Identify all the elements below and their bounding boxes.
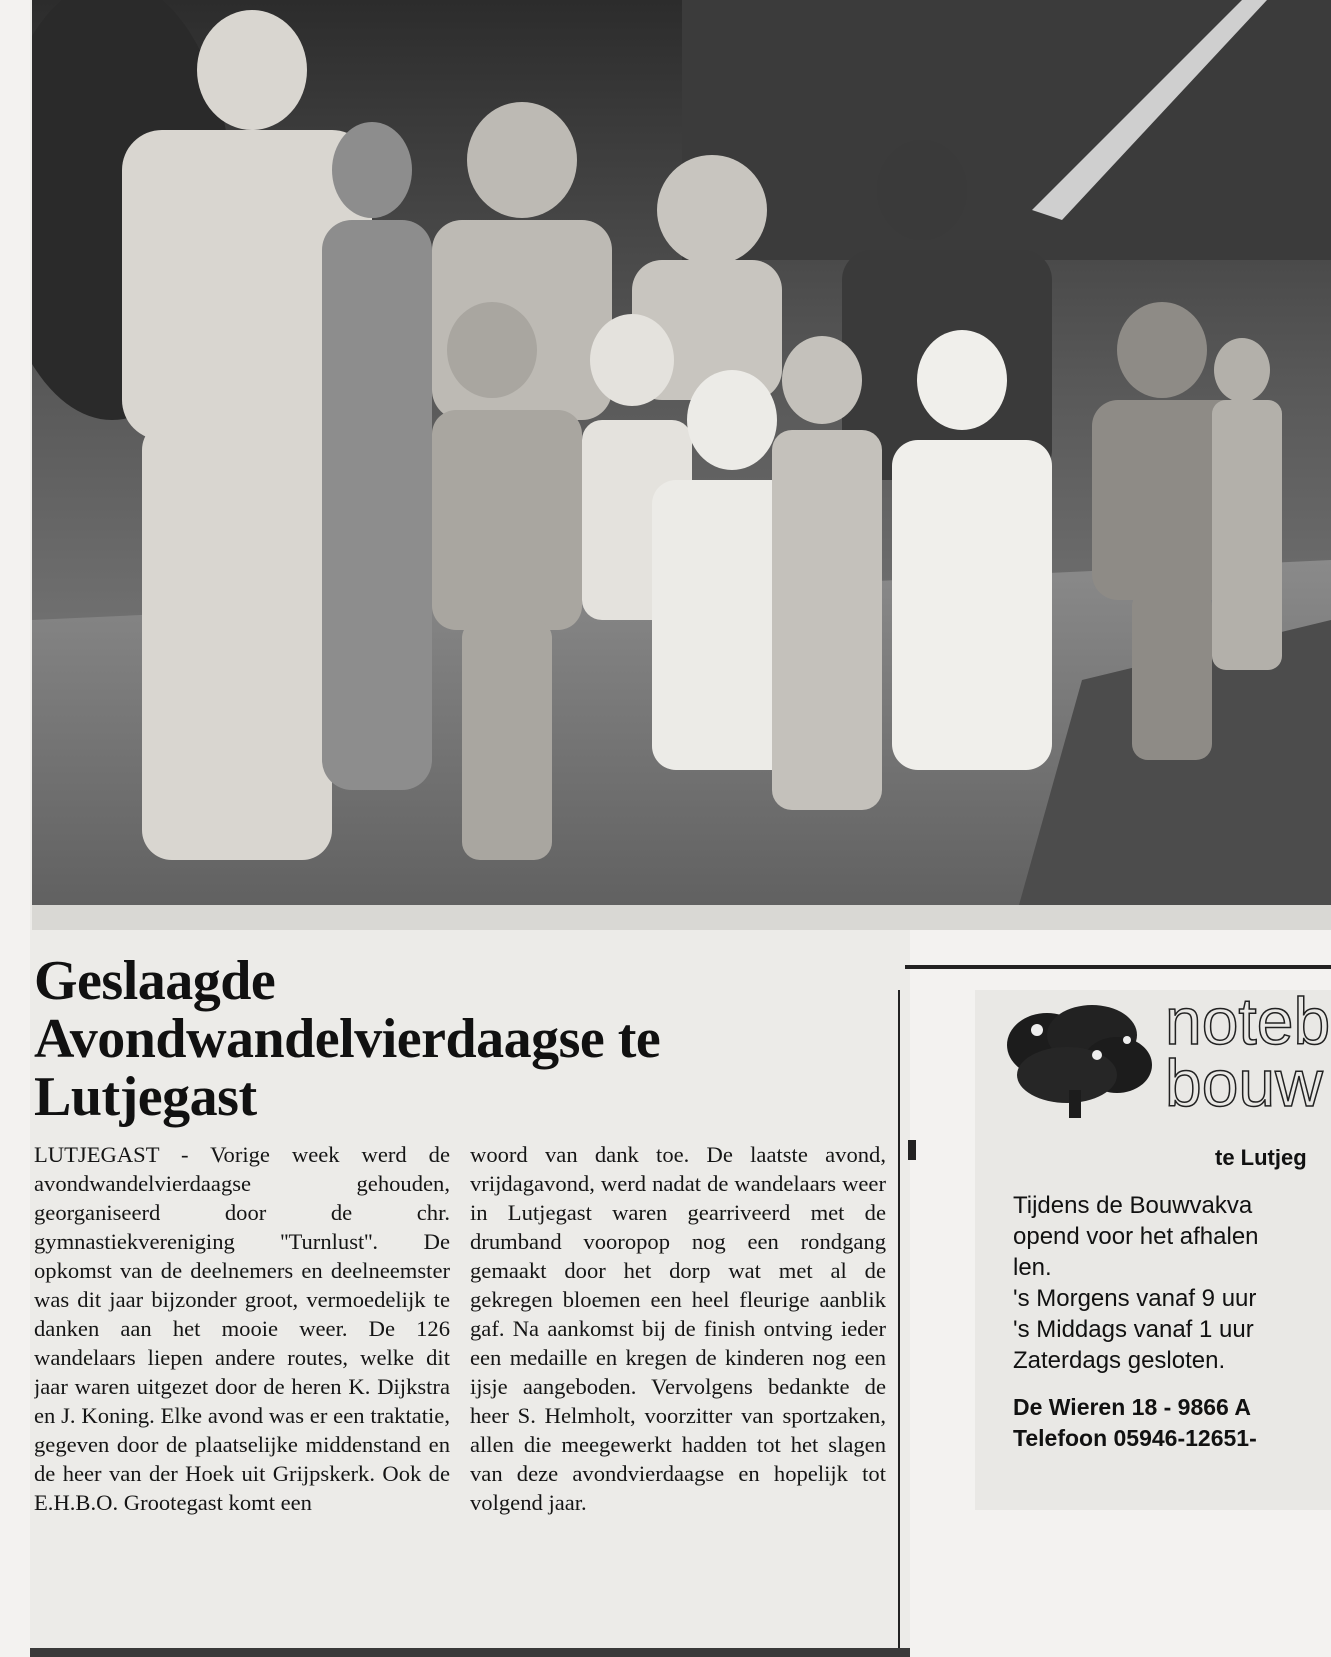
ad-phone: Telefoon 05946-12651-	[1013, 1425, 1257, 1451]
column-divider	[898, 990, 900, 1650]
ad-text-line: len.	[1013, 1254, 1052, 1281]
ad-text-line: Zaterdags gesloten.	[1013, 1347, 1226, 1374]
ad-text	[1013, 1190, 1259, 1376]
ad-top-rule	[905, 965, 1331, 969]
ad-text-line: 's Middags vanaf 1 uur	[1013, 1316, 1254, 1343]
ad-text-line: Tijdens de Bouwvakva	[1013, 1192, 1253, 1219]
article-body	[34, 1140, 886, 1650]
article-column-2: woord van dank toe. De laatste avond, vrijdagavond, werd nadat de wandelaars weer in Lutjegast waren gearriveerd met de drumband vooropop nog een rondgang gemaakt door het dorp wat met al de gekregen bloemen een heel fleurige aanblik gaf. Na aankomst bij de finish ontving ieder een medaille en kregen de kinderen nog een ijsje aangeboden. Vervolgens bedankte de heer S. Helmholt, voorzitter van sportzaken, allen die meegewerkt hadden tot het slagen van deze avondvierdaagse en hopelijk tot volgend jaar.	[470, 1142, 886, 1515]
ad-text-line: 's Morgens vanaf 9 uur	[1013, 1285, 1257, 1312]
edge-mark	[908, 1140, 916, 1160]
ad-logo-line: bouw	[1165, 1046, 1323, 1120]
bottom-rule	[30, 1648, 910, 1657]
article-column-1: LUTJEGAST - Vorige week werd de avondwandelvierdaagse gehouden, georganiseerd door de chr. gymnastiekvereniging ''Turnlust''. De opkomst van de deelnemers en deelneemster was dit jaar bijzonder groot, vermoedelijk te danken aan het mooie weer. De 126 wandelaars liepen andere routes, welke dit jaar waren uitgezet door de heren K. Dijkstra en J. Koning. Elke avond was er een traktatie, gegeven door de plaatselijke middenstand en de heer van der Hoek uit Grijpskerk. Ook de E.H.B.O. Grootegast komt een	[34, 1142, 450, 1515]
ad-logo-text	[1165, 990, 1331, 1120]
ad-address: De Wieren 18 - 9866 A	[1013, 1394, 1251, 1420]
tree-logo-icon	[997, 1000, 1157, 1120]
ad-logo-line: noteb	[1165, 990, 1331, 1058]
headline-line: Lutjegast	[34, 1066, 257, 1128]
headline-line: Avondwandelvierdaagse te	[34, 1008, 661, 1070]
article-headline	[34, 952, 884, 1126]
headline-line: Geslaagde	[34, 950, 276, 1012]
ad-text-line: opend voor het afhalen	[1013, 1223, 1259, 1250]
article-photo	[32, 0, 1331, 930]
ad-contact	[1013, 1392, 1257, 1454]
ad-location: te Lutjeg	[1215, 1145, 1307, 1170]
advertisement	[975, 990, 1331, 1510]
